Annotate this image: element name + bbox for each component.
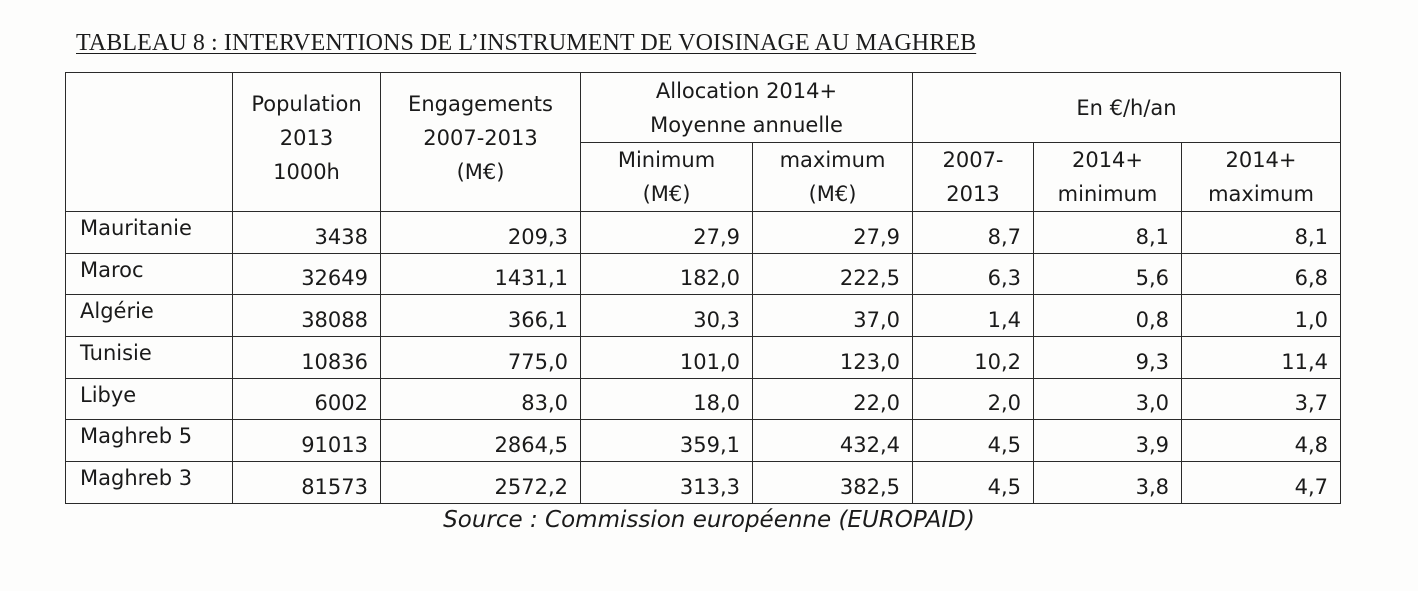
cell-pc-min: 5,6 xyxy=(1034,253,1182,295)
cell-min: 27,9 xyxy=(581,212,753,254)
cell-pc-max: 8,1 xyxy=(1182,212,1341,254)
table-row xyxy=(66,420,1341,462)
cell-population: 32649 xyxy=(233,253,381,295)
cell-min: 101,0 xyxy=(581,337,753,379)
header-pc-2007: 2007- 2013 xyxy=(913,143,1034,212)
row-label: Tunisie xyxy=(66,337,233,379)
cell-pc-2007: 8,7 xyxy=(913,212,1034,254)
cell-population: 3438 xyxy=(233,212,381,254)
cell-pc-2007: 6,3 xyxy=(913,253,1034,295)
cell-pc-min: 3,9 xyxy=(1034,420,1182,462)
row-label: Maghreb 5 xyxy=(66,420,233,462)
cell-population: 81573 xyxy=(233,462,381,504)
cell-pc-2007: 4,5 xyxy=(913,420,1034,462)
table-row xyxy=(66,295,1341,337)
cell-population: 6002 xyxy=(233,378,381,420)
header-empty xyxy=(66,73,233,212)
header-population: Population 2013 1000h xyxy=(233,73,381,212)
cell-population: 91013 xyxy=(233,420,381,462)
cell-engagements: 366,1 xyxy=(381,295,581,337)
source-note: Source : Commission européenne (EUROPAID) xyxy=(443,507,975,533)
header-pc-max: 2014+ maximum xyxy=(1182,143,1341,212)
cell-pc-max: 4,7 xyxy=(1182,462,1341,504)
table-row xyxy=(66,337,1341,379)
cell-max: 22,0 xyxy=(753,378,913,420)
row-label: Algérie xyxy=(66,295,233,337)
cell-min: 18,0 xyxy=(581,378,753,420)
header-engagements: Engagements 2007-2013 (M€) xyxy=(381,73,581,212)
cell-max: 37,0 xyxy=(753,295,913,337)
cell-pc-min: 8,1 xyxy=(1034,212,1182,254)
table-row xyxy=(66,378,1341,420)
header-pc-min: 2014+ minimum xyxy=(1034,143,1182,212)
table-body xyxy=(66,212,1341,504)
table-row xyxy=(66,253,1341,295)
cell-pc-min: 9,3 xyxy=(1034,337,1182,379)
cell-engagements: 83,0 xyxy=(381,378,581,420)
cell-pc-min: 3,0 xyxy=(1034,378,1182,420)
cell-pc-max: 6,8 xyxy=(1182,253,1341,295)
cell-engagements: 1431,1 xyxy=(381,253,581,295)
cell-min: 359,1 xyxy=(581,420,753,462)
cell-population: 10836 xyxy=(233,337,381,379)
cell-engagements: 775,0 xyxy=(381,337,581,379)
cell-engagements: 2572,2 xyxy=(381,462,581,504)
cell-pc-max: 3,7 xyxy=(1182,378,1341,420)
cell-max: 27,9 xyxy=(753,212,913,254)
cell-max: 382,5 xyxy=(753,462,913,504)
table-row xyxy=(66,212,1341,254)
table-title: TABLEAU 8 : INTERVENTIONS DE L’INSTRUMENT DE VOISINAGE AU MAGHREB xyxy=(76,30,977,56)
row-label: Libye xyxy=(66,378,233,420)
table-row xyxy=(66,462,1341,504)
cell-population: 38088 xyxy=(233,295,381,337)
cell-pc-min: 3,8 xyxy=(1034,462,1182,504)
cell-pc-max: 11,4 xyxy=(1182,337,1341,379)
cell-min: 30,3 xyxy=(581,295,753,337)
row-label: Maghreb 3 xyxy=(66,462,233,504)
cell-pc-max: 4,8 xyxy=(1182,420,1341,462)
cell-pc-2007: 2,0 xyxy=(913,378,1034,420)
header-allocation-min: Minimum (M€) xyxy=(581,143,753,212)
data-table xyxy=(65,72,1341,504)
header-per-capita: En €/h/an xyxy=(913,73,1341,143)
cell-pc-2007: 1,4 xyxy=(913,295,1034,337)
cell-min: 182,0 xyxy=(581,253,753,295)
cell-pc-min: 0,8 xyxy=(1034,295,1182,337)
row-label: Maroc xyxy=(66,253,233,295)
cell-min: 313,3 xyxy=(581,462,753,504)
header-allocation-max: maximum (M€) xyxy=(753,143,913,212)
cell-max: 432,4 xyxy=(753,420,913,462)
cell-pc-2007: 10,2 xyxy=(913,337,1034,379)
cell-pc-max: 1,0 xyxy=(1182,295,1341,337)
cell-max: 222,5 xyxy=(753,253,913,295)
cell-engagements: 2864,5 xyxy=(381,420,581,462)
cell-max: 123,0 xyxy=(753,337,913,379)
header-allocation: Allocation 2014+ Moyenne annuelle xyxy=(581,73,913,143)
cell-engagements: 209,3 xyxy=(381,212,581,254)
cell-pc-2007: 4,5 xyxy=(913,462,1034,504)
row-label: Mauritanie xyxy=(66,212,233,254)
